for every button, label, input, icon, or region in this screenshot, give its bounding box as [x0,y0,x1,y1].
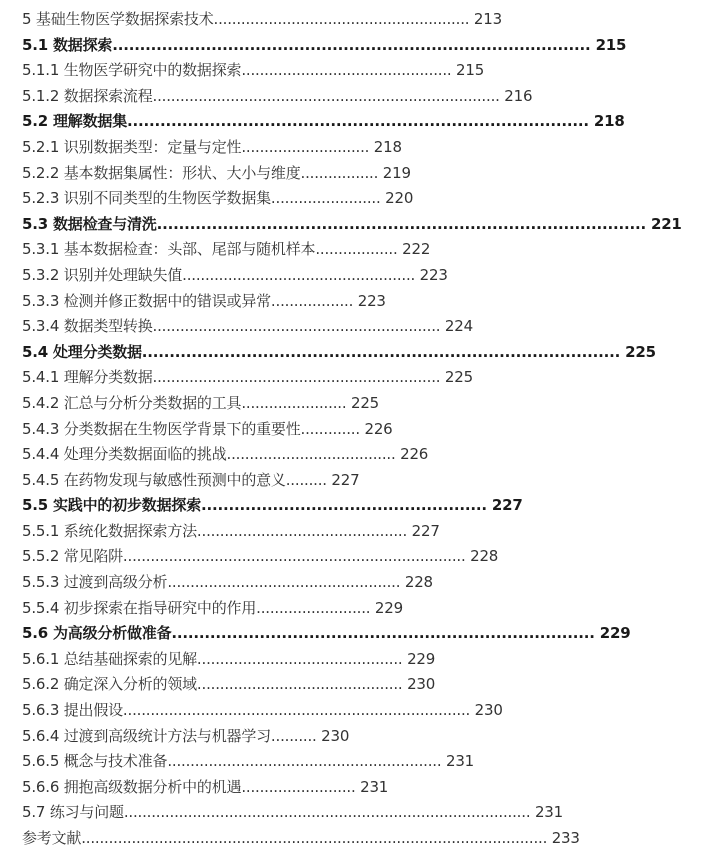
toc-entry: 5.7 练习与问题......................................................................................... 231 [22,803,563,822]
toc-section-heading: 5.3 数据检查与清洗......................................................................................... 221 [22,214,682,233]
toc-entry: 5.6.6 拥抱高级数据分析中的机遇......................... 231 [22,777,389,796]
toc-entry: 5.1.1 生物医学研究中的数据探索.............................................. 215 [22,61,485,80]
toc-entry: 5.5.1 系统化数据探索方法.............................................. 227 [22,521,440,540]
toc-entry: 5.4.3 分类数据在生物医学背景下的重要性............. 226 [22,419,393,438]
toc-entry: 5.4.2 汇总与分析分类数据的工具....................... 225 [22,393,379,412]
toc-entry: 5.3.1 基本数据检查：头部、尾部与随机样本.................. 222 [22,240,431,259]
table-of-contents [22,7,702,852]
toc-section-heading: 5.6 为高级分析做准备............................................................................. 229 [22,624,631,643]
toc-entry: 参考文献...................................................................................................... 233 [22,829,580,847]
toc-entry: 5.3.2 识别并处理缺失值................................................... 223 [22,265,448,284]
toc-entry: 5 基础生物医学数据探索技术........................................................ 213 [22,10,502,28]
toc-section-heading: 5.5 实践中的初步数据探索.................................................... 227 [22,496,523,515]
toc-entry: 5.6.3 提出假设............................................................................ 230 [22,701,503,720]
toc-entry: 5.6.2 确定深入分析的领域............................................. 230 [22,675,436,694]
toc-entry: 5.1.2 数据探索流程............................................................................ 216 [22,86,533,105]
toc-entry: 5.4.1 理解分类数据............................................................... 225 [22,368,473,387]
toc-section-heading: 5.2 理解数据集.................................................................................... 218 [22,112,625,131]
toc-entry: 5.3.3 检测并修正数据中的错误或异常.................. 223 [22,291,386,310]
toc-entry: 5.5.2 常见陷阱........................................................................... 228 [22,547,499,566]
toc-entry: 5.3.4 数据类型转换............................................................... 224 [22,317,473,336]
toc-entry: 5.6.5 概念与技术准备............................................................ 231 [22,752,475,771]
toc-section-heading: 5.4 处理分类数据....................................................................................... 225 [22,342,656,361]
toc-entry: 5.4.4 处理分类数据面临的挑战..................................... 226 [22,445,429,464]
toc-section-heading: 5.1 数据探索....................................................................................... 215 [22,35,627,54]
toc-entry: 5.5.3 过渡到高级分析................................................... 228 [22,573,433,592]
toc-entry: 5.4.5 在药物发现与敏感性预测中的意义......... 227 [22,470,360,489]
toc-entry: 5.6.4 过渡到高级统计方法与机器学习.......... 230 [22,726,350,745]
toc-entry: 5.2.2 基本数据集属性：形状、大小与维度................. 219 [22,163,411,182]
toc-entry: 5.2.3 识别不同类型的生物医学数据集........................ 220 [22,189,414,208]
toc-entry: 5.6.1 总结基础探索的见解............................................. 229 [22,649,436,668]
toc-entry: 5.5.4 初步探索在指导研究中的作用......................... 229 [22,598,403,617]
toc-entry: 5.2.1 识别数据类型：定量与定性............................ 218 [22,137,402,156]
